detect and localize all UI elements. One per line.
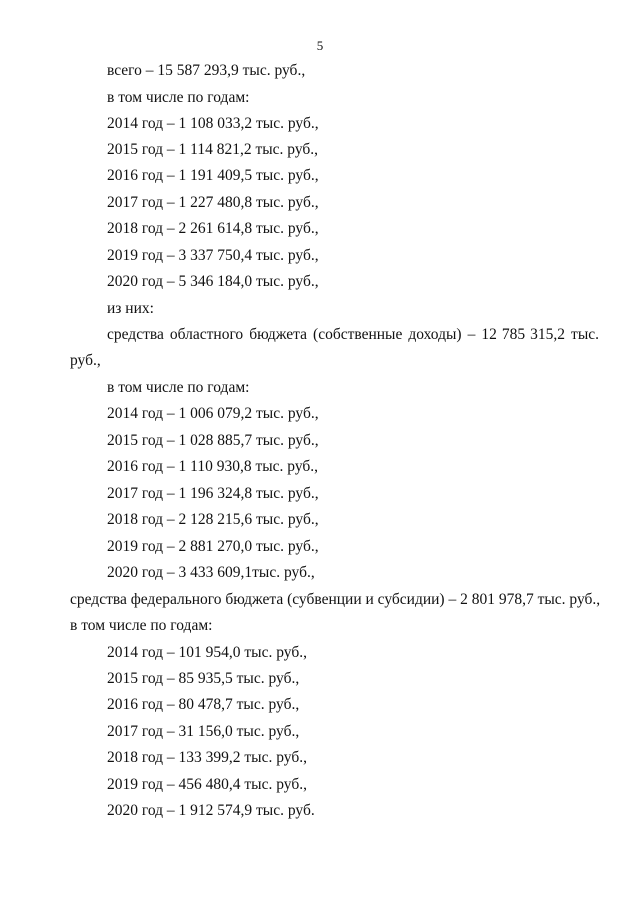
total-year-line: 2014 год – 1 108 033,2 тыс. руб., [107, 115, 319, 132]
federal-year-line: 2014 год – 101 954,0 тыс. руб., [107, 644, 307, 661]
regional-year-line: 2018 год – 2 128 215,6 тыс. руб., [107, 511, 319, 528]
page-number: 5 [316, 38, 324, 53]
regional-budget-line [107, 326, 599, 344]
federal-year-line: 2018 год – 133 399,2 тыс. руб., [107, 749, 307, 766]
regional-word: 315,2 [530, 326, 566, 343]
federal-year-line: 2017 год – 31 156,0 тыс. руб., [107, 723, 300, 740]
total-year-line: 2017 год – 1 227 480,8 тыс. руб., [107, 194, 319, 211]
regional-word: (собственные [313, 326, 403, 343]
regional-word: доходы) [408, 326, 462, 343]
federal-budget-line: средства федерального бюджета (субвенции и субсидии) – 2 801 978,7 тыс. руб., [70, 591, 601, 608]
regional-year-line: 2017 год – 1 196 324,8 тыс. руб., [107, 485, 319, 502]
regional-word: 12 [481, 326, 497, 343]
regional-word: – [467, 326, 476, 343]
regional-year-line: 2019 год – 2 881 270,0 тыс. руб., [107, 538, 319, 555]
regional-year-line: 2016 год – 1 110 930,8 тыс. руб., [107, 458, 319, 475]
regional-word: 785 [501, 326, 526, 343]
regional-word: бюджета [249, 326, 307, 343]
by-years-label: в том числе по годам: [107, 89, 250, 106]
federal-year-line: 2016 год – 80 478,7 тыс. руб., [107, 696, 300, 713]
regional-amount [481, 326, 565, 344]
regional-budget-line-cont: руб., [70, 352, 101, 369]
federal-year-line: 2015 год – 85 935,5 тыс. руб., [107, 670, 300, 687]
regional-year-line: 2014 год – 1 006 079,2 тыс. руб., [107, 405, 319, 422]
of-them-label: из них: [107, 300, 154, 317]
federal-year-line: 2019 год – 456 480,4 тыс. руб., [107, 776, 307, 793]
federal-by-years-label: в том числе по годам: [70, 617, 213, 634]
total-year-line: 2019 год – 3 337 750,4 тыс. руб., [107, 247, 319, 264]
regional-word: тыс. [571, 326, 599, 343]
regional-year-line: 2015 год – 1 028 885,7 тыс. руб., [107, 432, 319, 449]
total-year-line: 2020 год – 5 346 184,0 тыс. руб., [107, 273, 319, 290]
regional-by-years-label: в том числе по годам: [107, 379, 250, 396]
regional-year-line: 2020 год – 3 433 609,1тыс. руб., [107, 564, 315, 581]
regional-word: средства [107, 326, 164, 343]
total-line: всего – 15 587 293,9 тыс. руб., [107, 62, 306, 79]
total-year-line: 2018 год – 2 261 614,8 тыс. руб., [107, 220, 319, 237]
regional-word: областного [169, 326, 244, 343]
federal-year-line: 2020 год – 1 912 574,9 тыс. руб. [107, 802, 315, 819]
total-year-line: 2016 год – 1 191 409,5 тыс. руб., [107, 167, 319, 184]
total-year-line: 2015 год – 1 114 821,2 тыс. руб., [107, 141, 319, 158]
